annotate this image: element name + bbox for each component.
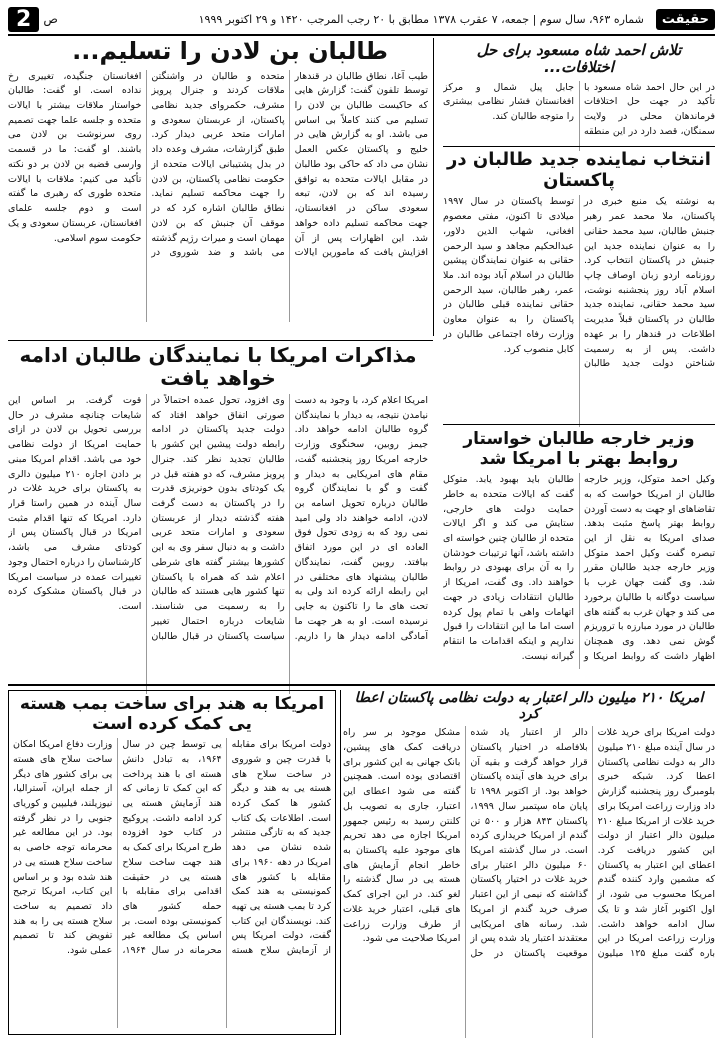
section-rule <box>443 146 715 147</box>
article-foreign-minister <box>443 430 715 680</box>
headline: امریکا ۲۱۰ میلیون دالر اعتبار به دولت نظامی پاکستان اعطا کرد <box>354 690 704 723</box>
section-rule <box>8 684 715 686</box>
issue-date-line: شماره ۹۶۳، سال سوم | جمعه، ۷ عقرب ۱۳۷۸ مطابق با ۲۰ رجب المرجب ۱۴۲۰ و ۲۹ اکتوبر ۱۹۹۹ <box>198 12 644 26</box>
page-number-box <box>8 7 58 32</box>
masthead-logo: حقیقت <box>656 9 715 30</box>
article-body: دولت امریکا برای خرید غلات در سال آینده مبلغ ۲۱۰ میلیون دالر به دولت نظامی پاکستان اعطا کرد. شبکه خبری بلومبرگ روز پنجشنبه گزارش داد وزارت زراعت امریکا برای خرید غلات از امریکا مبلغ ۲۱۰ میلیون دالر اعتبار از دولت این کشور دریافت کرد. اعطای این اعتبار به پاکستان که مشمین وارد کننده گندم امریکا محسوب می شود، از اول اکتوبر آغاز شد و تا یک سال ادامه خواهد داشت. وزارت زراعت امریکا در این باره گفت مبلغ ۱۲۵ میلیون دالر از اعتبار یاد شده بلافاصله در اختیار پاکستان قرار خواهد گرفت و بقیه آن برای خرید های آینده پاکستان خواهد بود. از اکتوبر ۱۹۹۸ تا پایان ماه سپتمبر سال ۱۹۹۹، پاکستان ۸۴۳ هزار و ۵۰۰ تن گندم از امریکا خریداری کرده است. در سال گذشته امریکا ۶۰ میلیون دالر اعتبار برای خرید غلات در اختیار پاکستان گذاشته که نیمی از این اعتبار صرف خرید گندم از امریکا شد. رسانه های امریکایی معتقدند اعتبار یاد شده پس از موقعیت پاکستان در حل مشکل موجود بر سر راه دریافت کمک های پیشین، بانک جهانی به این کشور برای اقتصادی بوده است. همچنین گفته می شود اعطای این اعتبار، جاری به تصویب بل کلنتن رسید به رئیس جمهور امریکا اجازه می دهد تحریم های موجود علیه پاکستان به خاطر انجام آزمایش های هسته یی در سال گذشته را لغو کند. در این اجرای کمک های قبلی، اعتبار خرید غلات از طرف وزارت زراعت امریکا صلاحیت می شود. <box>343 727 715 959</box>
page-number: 2 <box>8 7 39 32</box>
headline: امریکا به هند برای ساخت بمب هسته یی کمک کرده است <box>19 694 325 734</box>
article-us-talks <box>8 344 428 680</box>
column-rule <box>433 38 434 336</box>
headline: طالبان بن لادن را تسلیم... <box>72 37 388 65</box>
article-new-representative <box>443 150 715 418</box>
headline: مذاکرات امریکا با نمایندگان طالبان ادامه خواهد یافت <box>19 343 417 390</box>
article-body: طیب آغا، نطاق طالبان در قندهار توسط تلفون گفت: گزارش هایی که حاکیست طالبان بن لادن را تسلیم می کنند کاملاً بی اساس می باشد. او به گزارش هایی در خلیج و پاکستان عکس العمل نشان می داد که حاکی بود طالبان در مقابل ایالات متحده به توافق رسیده اند که بن لادن، تبعه سعودی ساکن در افغانستان، جهت محاکمه تسلیم داده خواهد شد. این اظهارات پس از آن افزایش یافت که مامورین ایالات متحده و طالبان در واشنگتن ملاقات کردند و جنرال پرویز مشرف، حکمروای جدید نظامی پاکستان، از عربستان سعودی و امارات متحد عربی دیدار کرد. طبق گزارشات، مشرف وعده داد در بدل پشتیبانی ایالات متحده از حکومت نظامی پاکستان، بن لادن را جهت محاکمه تسلیم نماید. نطاق طالبان اشاره کرد که در موقف آن جنبش که بن لادن مهمان است و میراث رژیم گذشته می باشد و ضد شوروی در افغانستان جنگیده، تغییری رخ نداده است. او گفت: طالبان خواستار ملاقات بیشتر با ایالات متحده و جلسه علما جهت تصمیم روی سرنوشت بن لادن می باشند. او گفت: ما در قسمت وارسی قضیه بن لادن بر دو نکته تأکید می کنیم: ملاقات با ایالات متحده طوری که رهبری ما گفته است و دوم جلسه علمای افغانستان، عربستان سعودی و یک حکومت سوم اسلامی. <box>8 70 428 259</box>
article-body: وکیل احمد متوکل، وزیر خارجه طالبان از امریکا خواست که به تقاضاهای او جهت به دست آوردن روابط بهتر پاسخ مثبت بدهد. صدای امریکا به نقل از این تبصره گفت وکیل احمد متوکل وزیر خارجه جدید طالبان مقرر شد. وی گفت جهان غرب با سیاست دوگانه با طالبان برخورد می کند و جهان غرب به گفته های طالبان در مورد مبارزه با تروریزم گوش نمی دهد. وی همچنان اظهار داشت که روابط امریکا و طالبان باید بهبود یابد. متوکل گفت که ایالات متحده به خاطر حمایت دولت های خارجی، ستایش می کند و اگر ایالات متحده از طالبان چنین خواسته ای داشته باشد، آنها ترتیبات خودشان را به آن برای بهبودی در روابط خواهند داد. وی گفت، امریکا از طالبان انتقادات زیادی در جهت اتهامات واهی با تمام پول کرده است اما ما این انتقادات را قبول نداریم و اینکه اقدامات ما انتقام گیرانه نیست. <box>443 474 715 662</box>
headline: انتخاب نماینده جدید طالبان در پاکستان <box>447 149 711 191</box>
article-us-india-bomb <box>8 690 336 1035</box>
article-body: دولت امریکا برای مقابله با قدرت چین و شوروی در ساخت سلاح های هسته یی به هند و دیگر کشور ها کمک کرده است. اطلاعات یک کتاب جدید که به تازگی منتشر شده نشان می دهد امریکا در دهه ۱۹۶۰ برای مقابله با کشور های کمونیستی به هند کمک کرد تا بمب هسته یی تهیه کند. نویسندگان این کتاب گفت، دولت امریکا پس از آزمایش سلاح هسته یی توسط چین در سال ۱۹۶۴، به تبادل دانش هسته ای با هند پرداخت که این کمک تا زمانی که هند آزمایش هسته یی کرد ادامه داشت. پروکیج در کتاب خود افزوده طرح امریکا برای کمک به هند جهت ساخت سلاح هسته یی در حقیقت اقدامی برای مقابله با حمله کشور های کمونیستی بوده است. بر اساس یک مطالعه غیر محرمانه در سال ۱۹۶۴، وزارت دفاع امریکا امکان ساخت سلاح های هسته یی برای کشور های دیگر از جمله ایران، آسترالیا، نیوزیلند، فیلیپین و کوریای جنوبی را در نظر گرفته بود. در این مطالعه غیر محرمانه توجه خاصی به ساخت سلاح هسته یی در هند شده بود و بر اساس این کتاب، امریکا ترجیح داد تصمیم به ساخت سلاح هسته یی را به هند تفویض کند تا تصمیم عملی شود. <box>13 739 331 957</box>
article-massoud <box>443 42 715 142</box>
article-body: در این حال احمد شاه مسعود با تأکید در جهت حل اختلافات فرماندهان محلی در ولایت سمنگان، قصد دارد در این منطقه جابل پیل شمال و مرکز افغانستان فشار نظامی بیشتری را متوجه طالبان کند. <box>443 81 715 137</box>
headline: وزیر خارجه طالبان خواستار روابط بهتر با امریکا شد <box>463 429 695 469</box>
page-label: ص <box>43 12 58 26</box>
article-body: به نوشته یک منبع خبری در پاکستان، ملا محمد عمر رهبر جنبش طالبان، سید محمد حقانی را به عنوان نماینده جدید این جنبش در پاکستان انتخاب کرد. روزنامه اردو زبان اوصاف چاپ اسلام آباد روز پنجشنبه نوشت، سید محمد حقانی، نماینده جدید طالبان در پاکستان قبلاً مدیریت اطلاعات در قندهار را بر عهده داشت. پس از به رسمیت شناختن دولت جدید طالبان توسط پاکستان در سال ۱۹۹۷ میلادی تا اکنون، مفتی معصوم افغانی، شهاب الدین دلاور، عبدالحکیم مجاهد و سید الرحمن حقانی به عنوان نمایندگان پیشین طالبان در اسلام آباد بوده اند. ملا عمر، رهبر طالبان، سید الرحمن حقانی نماینده قبلی طالبان در پاکستان را به عنوان معاون وزارت رفاه اجتماعی طالبان در کابل منصوب کرد. <box>443 196 715 370</box>
section-rule <box>443 424 715 425</box>
article-taliban-binladen <box>8 38 428 336</box>
article-210-million <box>343 690 715 1035</box>
column-rule <box>340 690 341 1035</box>
headline: تلاش احمد شاه مسعود برای حل اختلافات... <box>476 41 682 77</box>
article-body: امریکا اعلام کرد، با وجود به دست نیامدن نتیجه، به دیدار با نمایندگان گروه طالبان ادامه خواهد داد. جیمز روبین، سخنگوی وزارت خارجه امریکا روز پنجشنبه گفت، مقام های امریکایی به دیدار و گفت و گو با نمایندگان گروه طالبان درباره تحویل اسامه بن لادن، ادامه خواهند داد ولی امید نمی رود که به زودی تحول فوق العاده ای در این مورد اتفاق بیافتد. روبین گفت، نمایندگان طالبان پیشنهاد های مختلفی در این رابطه ارائه کرده اند ولی به تحت های ما را تاکنون به جایی نرسیده است. او به هر جهت ما آمادگی ادامه دیدار ها را داریم. وی افزود، تحول عمده احتمالاً در صورتی اتفاق خواهد افتاد که دولت جدید پاکستان در ادامه رابطه دولت پیشین این کشور با طالبان تجدید نظر کند. جنرال پرویز مشرف، که دو هفته قبل در یک کودتای بدون خونریزی قدرت را در پاکستان به دست گرفت هفته گذشته دیدار از عربستان سعودی و امارات متحد عربی داشت و به دنبال سفر وی به این کشورها بیشتر گفته های شرطی اعلام شد که همراه با پاکستان تنها کشور هایی هستند که طالبان را به رسمیت می شناسند. شایعات درباره احتمال تغییر سیاست پاکستان در قبال طالبان قوت گرفت. بر اساس این شایعات چنانچه مشرف در حال بررسی تحویل بن لادن در ازای حمایت امریکا از دولت نظامی خود می باشد. اقدام امریکا مبنی بر دادن اجازه ۲۱۰ میلیون دالری به پاکستان برای خرید غلات در سال آینده در همین راستا قرار دارد. امریکا که تنها اقدام مثبت امریکا در قبال پاکستان پس از کودتای مشرف می باشد، کارشناسان را درباره احتمال وجود تغییرات عمده در سیاست امریکا در قبال پاکستان مشکوک کرده است. <box>8 395 428 642</box>
page-header <box>8 4 715 36</box>
section-rule <box>8 340 433 341</box>
